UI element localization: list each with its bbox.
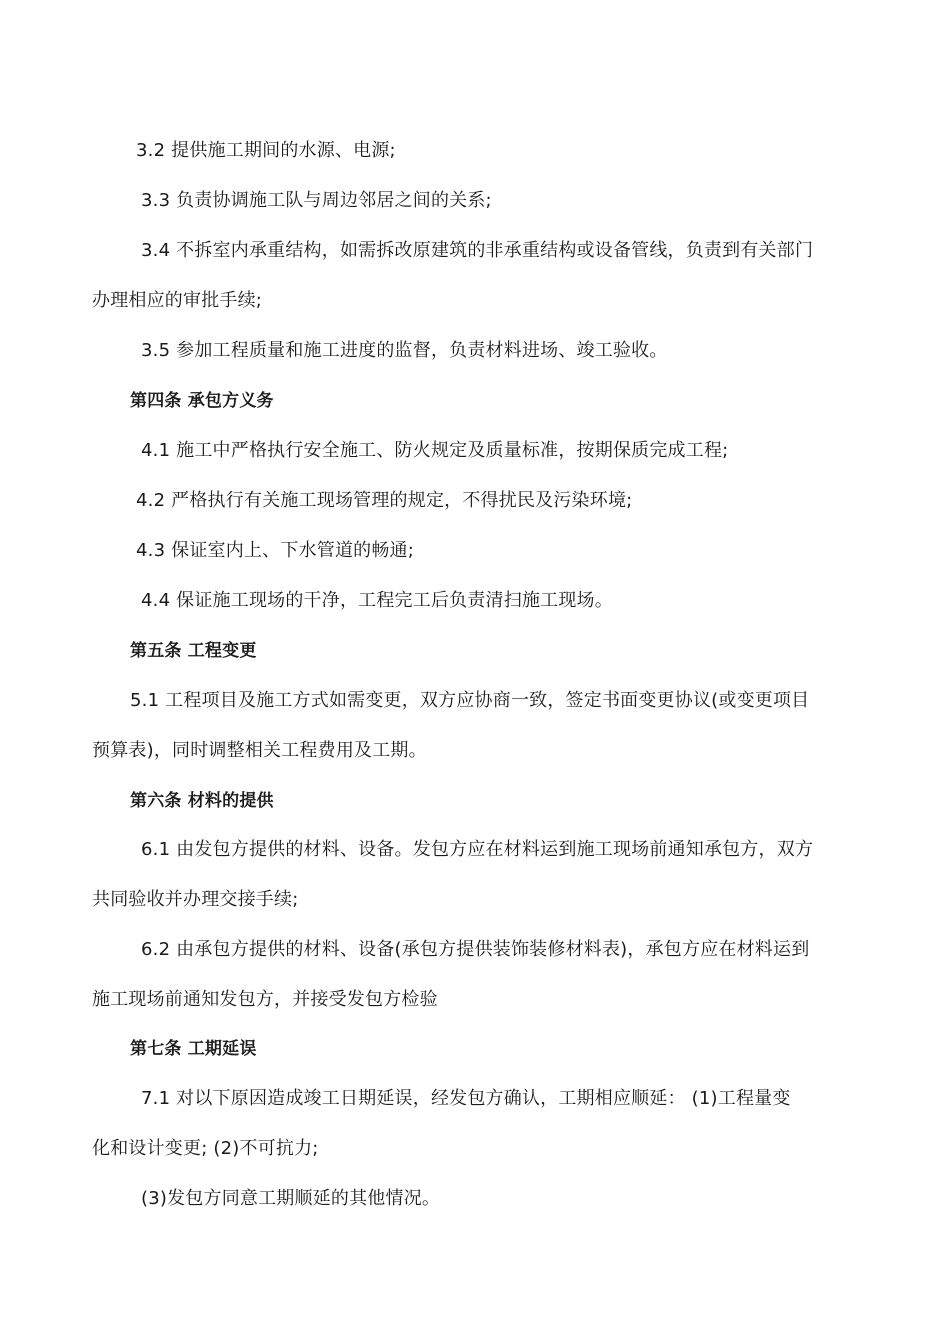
clause-3-4: 3.4 不拆室内承重结构，如需拆改原建筑的非承重结构或设备管线，负责到有关部门: [141, 240, 814, 261]
clause-6-2-continued: 施工现场前通知发包方，并接受发包方检验: [92, 989, 438, 1010]
clause-7-1-item-3: (3)发包方同意工期顺延的其他情况。: [141, 1188, 441, 1209]
clause-4-1: 4.1 施工中严格执行安全施工、防火规定及质量标准，按期保质完成工程;: [141, 440, 729, 461]
section-heading-article-6: 第六条 材料的提供: [130, 791, 274, 811]
section-heading-article-7: 第七条 工期延误: [130, 1039, 257, 1059]
clause-3-5: 3.5 参加工程质量和施工进度的监督，负责材料进场、竣工验收。: [141, 340, 668, 361]
clause-6-1-continued: 共同验收并办理交接手续;: [92, 889, 299, 910]
clause-5-1-continued: 预算表)，同时调整相关工程费用及工期。: [92, 740, 427, 761]
clause-6-2: 6.2 由承包方提供的材料、设备(承包方提供装饰装修材料表)，承包方应在材料运到: [141, 939, 810, 960]
clause-7-1-continued: 化和设计变更; (2)不可抗力;: [92, 1138, 319, 1159]
clause-3-3: 3.3 负责协调施工队与周边邻居之间的关系;: [141, 190, 492, 211]
clause-3-4-continued: 办理相应的审批手续;: [92, 290, 263, 311]
clause-4-3: 4.3 保证室内上、下水管道的畅通;: [136, 540, 415, 561]
section-heading-article-5: 第五条 工程变更: [130, 641, 257, 661]
clause-3-2: 3.2 提供施工期间的水源、电源;: [136, 140, 396, 161]
clause-7-1: 7.1 对以下原因造成竣工日期延误，经发包方确认，工期相应顺延： (1)工程量变: [141, 1088, 791, 1109]
clause-4-4: 4.4 保证施工现场的干净，工程完工后负责清扫施工现场。: [141, 590, 613, 611]
clause-5-1: 5.1 工程项目及施工方式如需变更，双方应协商一致，签定书面变更协议(或变更项目: [130, 690, 810, 711]
clause-4-2: 4.2 严格执行有关施工现场管理的规定，不得扰民及污染环境;: [136, 490, 633, 511]
clause-6-1: 6.1 由发包方提供的材料、设备。发包方应在材料运到施工现场前通知承包方，双方: [141, 839, 814, 860]
section-heading-article-4: 第四条 承包方义务: [130, 391, 274, 411]
